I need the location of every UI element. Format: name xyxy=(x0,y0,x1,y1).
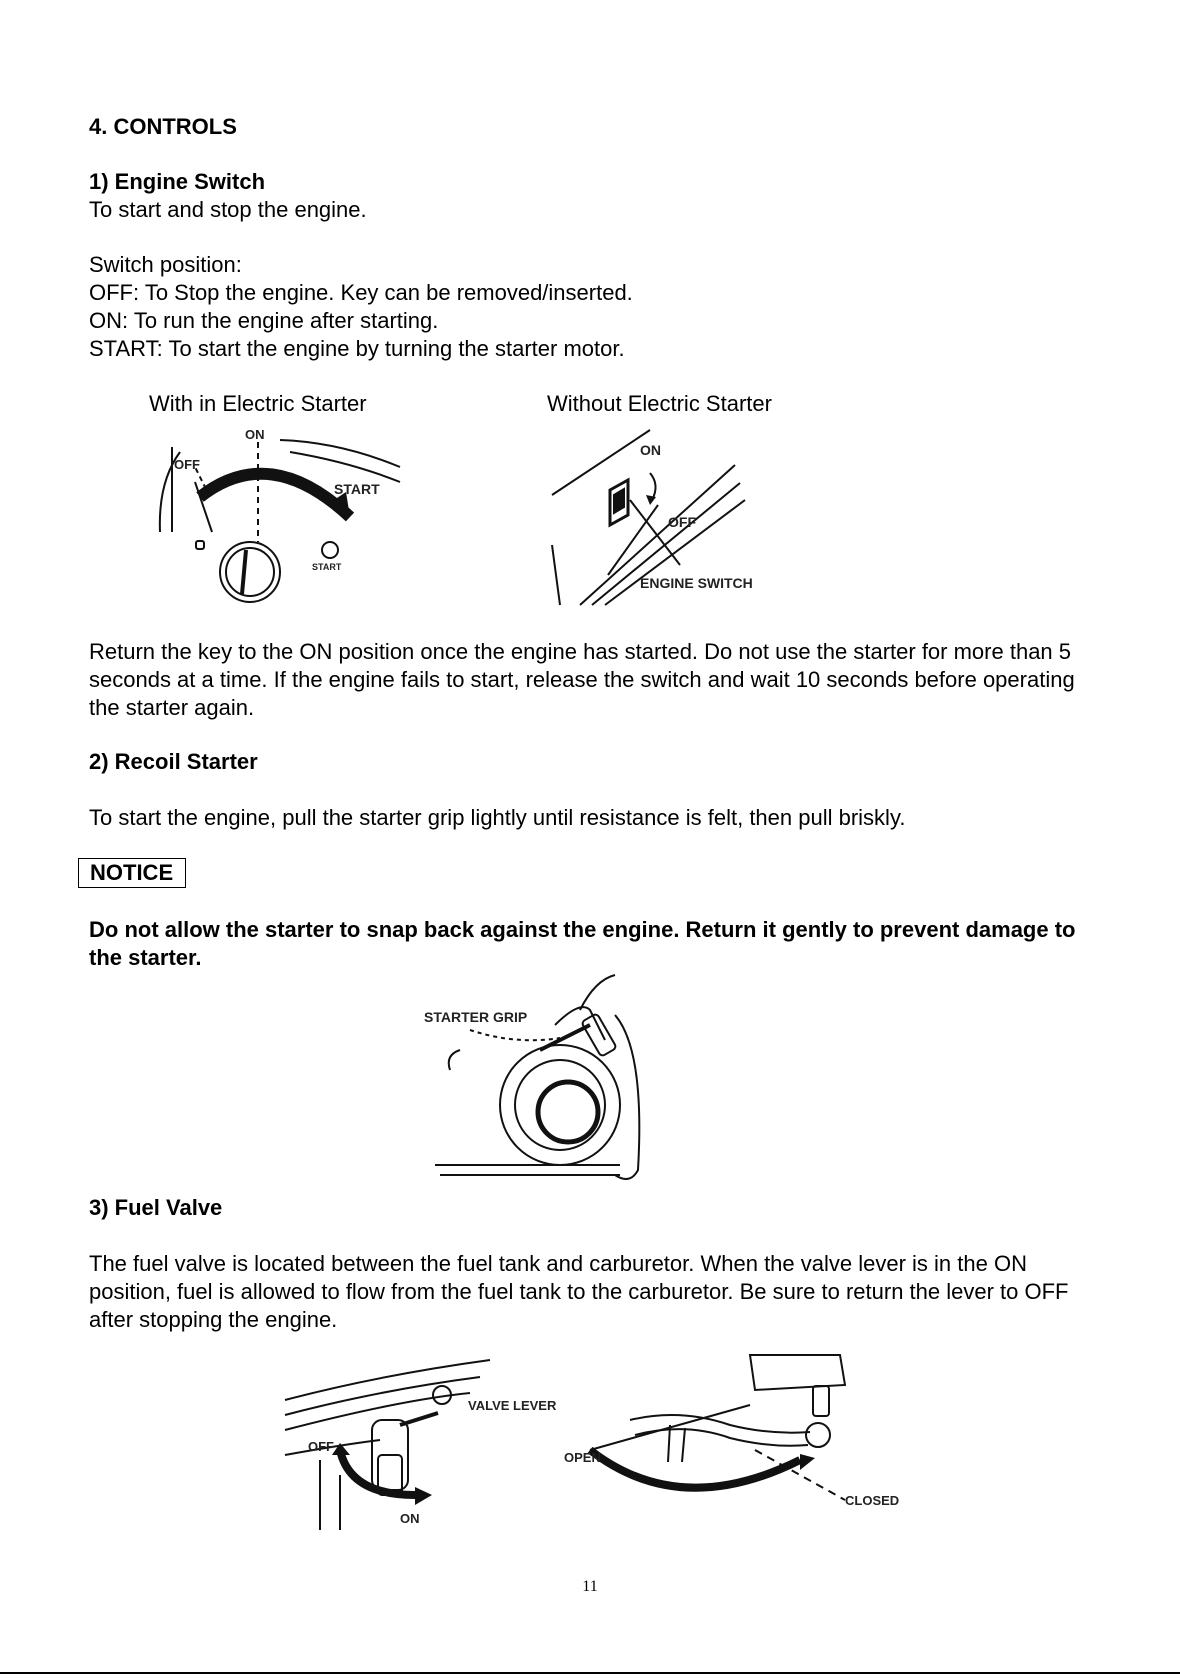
notice-text: Do not allow the starter to snap back against the engine. Return it gently to prevent damage to the starter. xyxy=(89,917,1076,970)
key-label-start-small: START xyxy=(312,562,342,572)
starter-usage-note: Return the key to the ON position once the engine has started. Do not use the starter for more than 5 seconds at a time. If the engine fails to start, release the switch and wait 10 seconds before operating the starter again. xyxy=(89,639,1075,720)
rocker-label-engine-switch: ENGINE SWITCH xyxy=(640,575,753,591)
valve-label-off: OFF xyxy=(308,1439,334,1454)
rocker-label-off: OFF xyxy=(668,514,696,530)
bottom-rule xyxy=(0,1672,1180,1674)
fuel-valve-lever-illustration xyxy=(280,1355,570,1535)
valve-label-valve-lever: VALVE LEVER xyxy=(468,1398,557,1413)
engine-switch-heading: 1) Engine Switch xyxy=(89,169,266,194)
fuel-valve-text: The fuel valve is located between the fuel tank and carburetor. When the valve lever is in the ON position, fuel is allowed to flow from the fuel tank to the carburetor. Be sure to return the lever to OFF after stopping the engine. xyxy=(89,1251,1069,1332)
valve-label-closed: CLOSED xyxy=(845,1493,900,1508)
key-switch-illustration xyxy=(150,422,410,612)
valve-label-on: ON xyxy=(400,1511,420,1526)
page-number: 11 xyxy=(582,1578,598,1595)
recoil-starter-illustration xyxy=(420,970,680,1190)
fuel-valve-open-closed-illustration xyxy=(560,1350,910,1520)
switch-position-off: OFF: To Stop the engine. Key can be removed/inserted. xyxy=(89,280,633,305)
recoil-label-starter-grip: STARTER GRIP xyxy=(424,1009,528,1025)
section-title: 4. CONTROLS xyxy=(89,114,237,139)
caption-without-electric-starter: Without Electric Starter xyxy=(547,391,772,416)
key-label-on: ON xyxy=(245,427,265,442)
valve-label-open: OPEN xyxy=(564,1450,601,1465)
rocker-label-on: ON xyxy=(640,442,661,458)
key-label-start: START xyxy=(334,481,380,497)
fuel-valve-heading: 3) Fuel Valve xyxy=(89,1195,223,1220)
switch-position-on: ON: To run the engine after starting. xyxy=(89,308,439,333)
notice-label: NOTICE xyxy=(78,858,186,888)
switch-positions-intro: Switch position: xyxy=(89,252,242,277)
switch-position-start: START: To start the engine by turning the starter motor. xyxy=(89,336,625,361)
rocker-switch-illustration xyxy=(550,425,790,610)
engine-switch-purpose: To start and stop the engine. xyxy=(89,197,367,222)
recoil-starter-heading: 2) Recoil Starter xyxy=(89,749,258,774)
key-label-off: OFF xyxy=(174,457,200,472)
recoil-starter-instruction: To start the engine, pull the starter grip lightly until resistance is felt, then pull briskly. xyxy=(89,805,906,830)
caption-with-electric-starter: With in Electric Starter xyxy=(149,391,367,416)
